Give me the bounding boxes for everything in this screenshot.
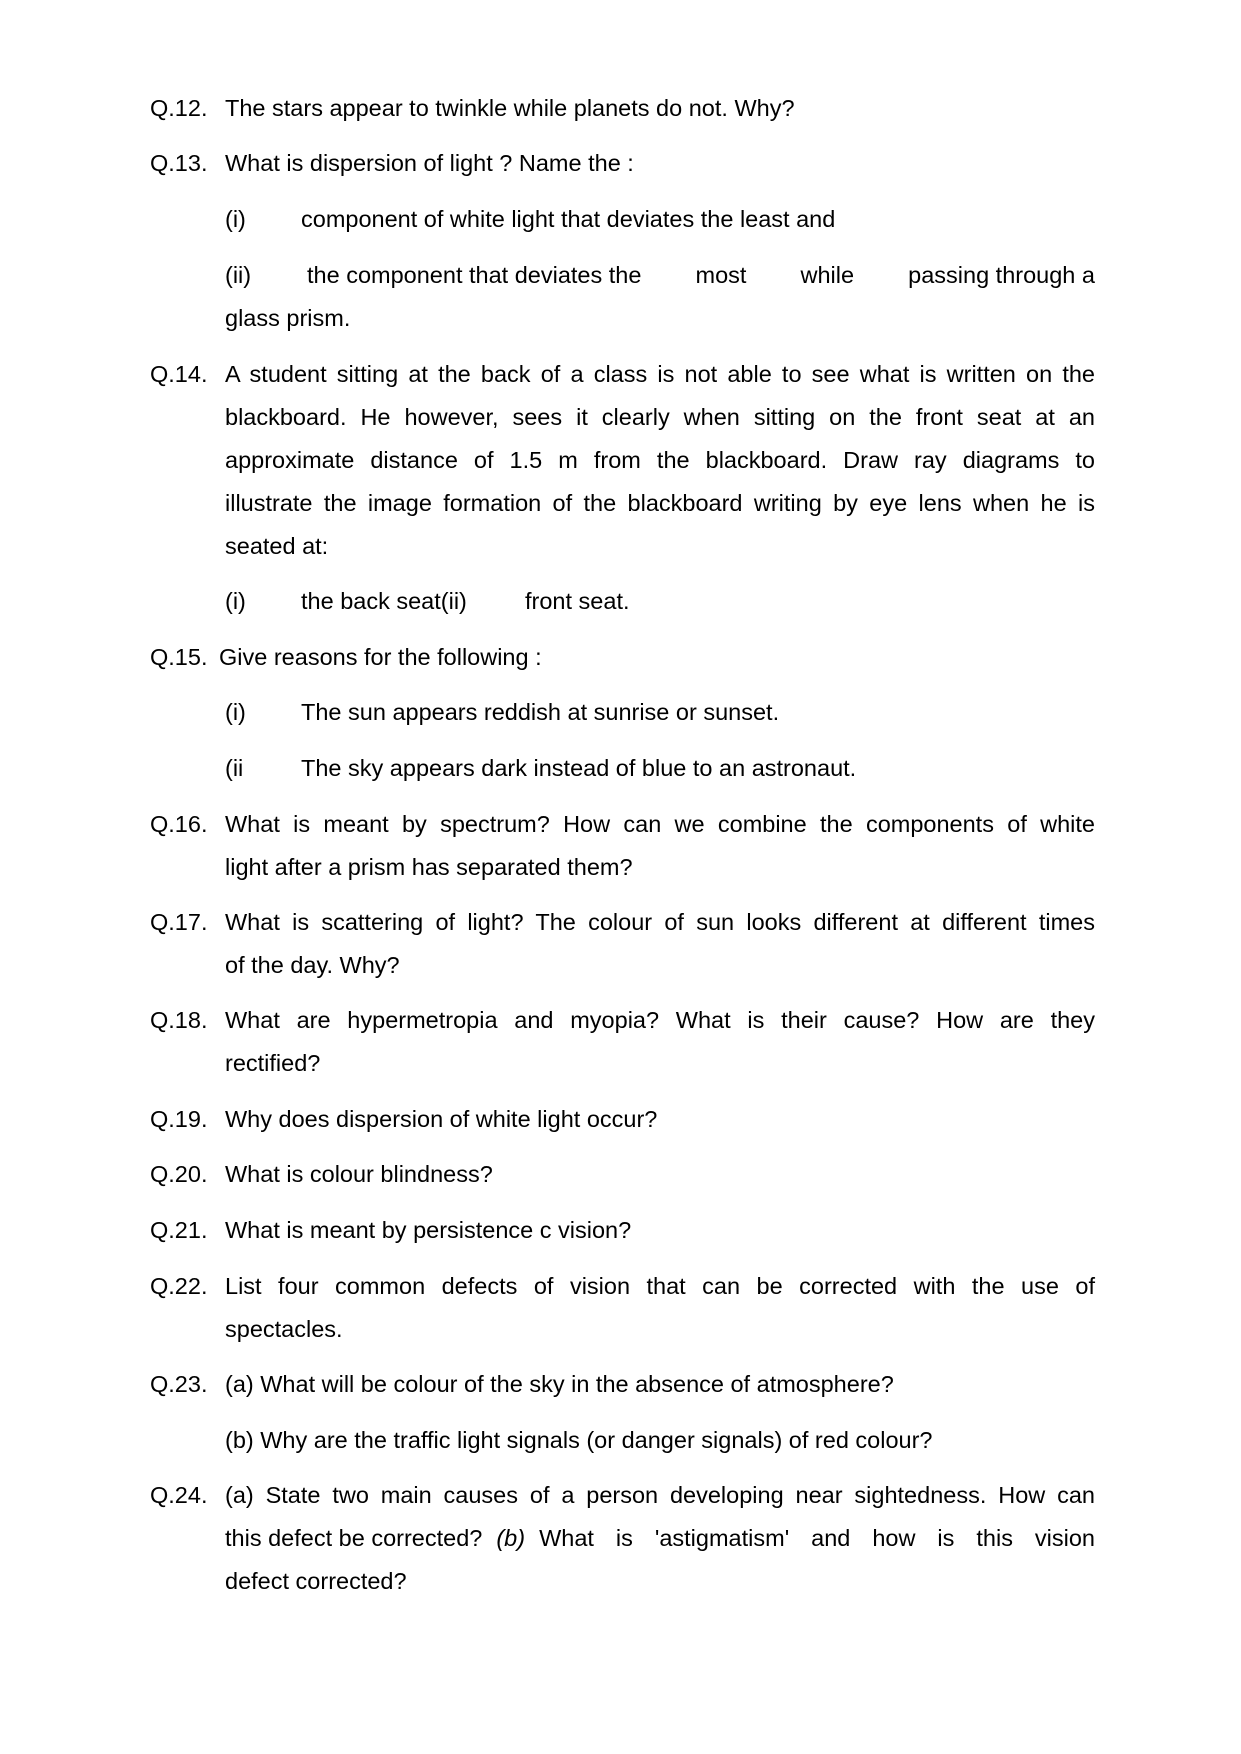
question-text-line	[225, 360, 1095, 388]
question-text: (a) What will be colour of the sky in the absence of atmosphere?	[225, 1371, 894, 1397]
question-text-line	[225, 489, 1095, 517]
question-text: The stars appear to twinkle while planets do not. Why?	[225, 95, 795, 121]
text-run: illustrate the image formation of the blackboard writing by eye lens when he is	[225, 490, 1095, 516]
question-number: Q.24.	[150, 1482, 208, 1508]
question-number: Q.20.	[150, 1161, 208, 1187]
text-run: List four common defects of vision that can be corrected with the use of	[225, 1273, 1095, 1299]
question-number: Q.12.	[150, 95, 208, 121]
text-run: the component that deviates the	[307, 262, 642, 288]
sub-item-label: (i)	[225, 588, 246, 614]
question-text-line	[225, 1006, 1095, 1034]
question-text-line	[225, 1272, 1095, 1300]
text-run: this defect be corrected?	[225, 1525, 483, 1551]
question-text-line: light after a prism has separated them?	[225, 854, 633, 880]
sub-item-label: (ii)	[225, 262, 252, 288]
sub-item-text: glass prism.	[225, 305, 351, 331]
text-run: What is scattering of light? The colour of sun looks different at different times	[225, 909, 1095, 935]
question-text: What is meant by persistence c vision?	[225, 1217, 632, 1243]
question-text-line: seated at:	[225, 533, 329, 559]
question-text: Why does dispersion of white light occur?	[225, 1106, 658, 1132]
text-run: What are hypermetropia and myopia? What is their cause? How are they	[225, 1007, 1095, 1033]
sub-item-text: The sun appears reddish at sunrise or sunset.	[301, 699, 780, 725]
sub-item-label: (i)	[225, 206, 246, 232]
question-text-line: of the day. Why?	[225, 952, 400, 978]
question-text-line: rectified?	[225, 1050, 321, 1076]
text-run: What is meant by spectrum? How can we combine the components of white	[225, 811, 1095, 837]
question-number: Q.18.	[150, 1007, 208, 1033]
text-run: while	[800, 262, 855, 288]
question-number: Q.21.	[150, 1217, 208, 1243]
question-text-line	[225, 908, 1095, 936]
question-text: (b) Why are the traffic light signals (or danger signals) of red colour?	[225, 1427, 933, 1453]
text-run: most	[695, 262, 747, 288]
question-text: What is dispersion of light ? Name the :	[225, 150, 634, 176]
sub-item-text: The sky appears dark instead of blue to an astronaut.	[301, 755, 857, 781]
question-number: Q.15.	[150, 644, 208, 670]
question-text-line	[225, 1524, 1095, 1552]
question-text-line	[225, 1481, 1095, 1509]
question-text-line: spectacles.	[225, 1316, 343, 1342]
sub-item-text: the back seat(ii)	[301, 588, 467, 614]
question-number: Q.17.	[150, 909, 208, 935]
question-number: Q.23.	[150, 1371, 208, 1397]
sub-item-label: (i)	[225, 699, 246, 725]
question-text-line	[225, 403, 1095, 431]
sub-item-text	[307, 261, 1095, 289]
question-number: Q.16.	[150, 811, 208, 837]
text-run: What is 'astigmatism' and how is this vision	[539, 1525, 1095, 1551]
text-run-group	[496, 1524, 1095, 1552]
question-text: What is colour blindness?	[225, 1161, 493, 1187]
text-run: passing through a	[908, 262, 1095, 288]
question-number: Q.22.	[150, 1273, 208, 1299]
text-run: (a) State two main causes of a person developing near sightedness. How can	[225, 1482, 1095, 1508]
text-run: A student sitting at the back of a class is not able to see what is written on the	[225, 361, 1095, 387]
question-number: Q.14.	[150, 361, 208, 387]
question-text-line	[225, 446, 1095, 474]
question-text: Give reasons for the following :	[219, 644, 542, 670]
sub-item-text: front seat.	[525, 588, 630, 614]
text-run-italic: (b)	[496, 1525, 526, 1551]
sub-item-text: component of white light that deviates the least and	[301, 206, 836, 232]
text-run: approximate distance of 1.5 m from the blackboard. Draw ray diagrams to	[225, 447, 1095, 473]
question-text-line: defect corrected?	[225, 1568, 407, 1594]
text-run: blackboard. He however, sees it clearly when sitting on the front seat at an	[225, 404, 1095, 430]
question-number: Q.19.	[150, 1106, 208, 1132]
question-text-line	[225, 810, 1095, 838]
question-number: Q.13.	[150, 150, 208, 176]
sub-item-label: (ii	[225, 755, 244, 781]
